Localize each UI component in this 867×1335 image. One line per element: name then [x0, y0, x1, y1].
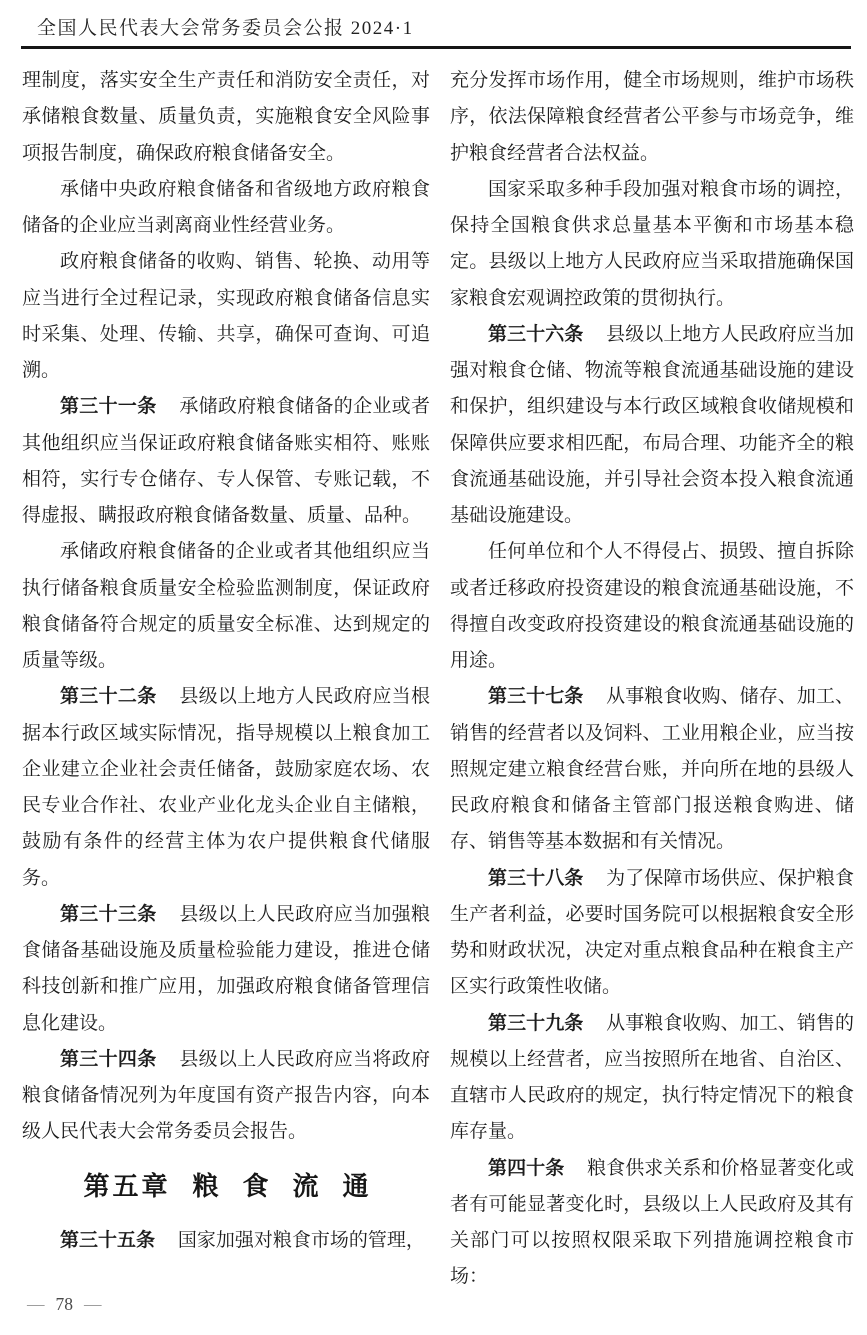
paragraph	[450, 1151, 854, 1296]
paragraph	[450, 861, 854, 1006]
chapter-title: 粮食流通	[192, 1170, 393, 1201]
paragraph	[450, 63, 854, 172]
paragraph-text: 承储政府粮食储备的企业或者其他组织应当保证政府粮食储备账实相符、账账相符，实行专仓储存、专人保管、专账记载，不得虚报、瞒报政府粮食储备数量、质量、品种。	[22, 396, 430, 526]
article-number: 第四十条	[488, 1157, 565, 1179]
paragraph	[22, 389, 430, 534]
footer-dash-right: —	[84, 1294, 102, 1314]
footer-dash-left: —	[27, 1294, 45, 1314]
page-footer	[27, 1294, 102, 1315]
article-number: 第三十三条	[60, 903, 157, 925]
paragraph	[450, 317, 854, 535]
paragraph-text: 从事粮食收购、加工、销售的规模以上经营者，应当按照所在地省、自治区、直辖市人民政府的规定，执行特定情况下的粮食库存量。	[450, 1012, 854, 1143]
header-rule	[21, 46, 851, 49]
paragraph-text: 理制度，落实安全生产责任和消防安全责任，对承储粮食数量、质量负责，实施粮食安全风险事项报告制度，确保政府粮食储备安全。	[22, 70, 430, 164]
article-number: 第三十九条	[488, 1012, 584, 1034]
paragraph	[450, 679, 854, 860]
paragraph	[22, 897, 430, 1042]
chapter-heading	[22, 1165, 430, 1207]
paragraph-text: 从事粮食收购、储存、加工、销售的经营者以及饲料、工业用粮企业，应当按照规定建立粮食经营台账，并向所在地的县级人民政府粮食和储备主管部门报送粮食购进、储存、销售等基本数据和有关情况。	[450, 686, 854, 853]
paragraph	[450, 172, 854, 317]
paragraph-text: 承储政府粮食储备的企业或者其他组织应当执行储备粮食质量安全检验监测制度，保证政府粮食储备符合规定的质量安全标准、达到规定的质量等级。	[22, 541, 430, 671]
article-number: 第三十六条	[488, 323, 584, 345]
chapter-number: 第五章	[83, 1170, 171, 1201]
paragraph-text: 充分发挥市场作用，健全市场规则，维护市场秩序，依法保障粮食经营者公平参与市场竞争，维护粮食经营者合法权益。	[450, 70, 854, 164]
right-column	[450, 63, 854, 1296]
paragraph-text: 县级以上人民政府应当加强粮食储备基础设施及质量检验能力建设，推进仓储科技创新和推广应用，加强政府粮食储备管理信息化建设。	[22, 903, 430, 1034]
publication-title: 全国人民代表大会常务委员会公报 2024·1	[37, 18, 414, 39]
article-number: 第三十七条	[488, 686, 584, 708]
left-column	[22, 63, 430, 1259]
paragraph	[450, 534, 854, 679]
paragraph	[22, 1042, 430, 1151]
paragraph	[450, 1006, 854, 1151]
article-number: 第三十八条	[488, 867, 584, 889]
paragraph	[22, 172, 430, 245]
paragraph-text: 县级以上地方人民政府应当加强对粮食仓储、物流等粮食流通基础设施的建设和保护，组织建设与本行政区域粮食收储规模和保障供应要求相匹配，布局合理、功能齐全的粮食流通基础设施，并引导社会资本投入粮食流通基础设施建设。	[450, 323, 854, 526]
paragraph-text: 国家采取多种手段加强对粮食市场的调控，保持全国粮食供求总量基本平衡和市场基本稳定。县级以上地方人民政府应当采取措施确保国家粮食宏观调控政策的贯彻执行。	[450, 178, 854, 309]
paragraph-text: 为了保障市场供应、保护粮食生产者利益，必要时国务院可以根据粮食安全形势和财政状况，决定对重点粮食品种在粮食主产区实行政策性收储。	[450, 867, 854, 998]
paragraph-text: 政府粮食储备的收购、销售、轮换、动用等应当进行全过程记录，实现政府粮食储备信息实时采集、处理、传输、共享，确保可查询、可追溯。	[22, 251, 430, 381]
paragraph	[22, 63, 430, 172]
article-number: 第三十五条	[60, 1229, 156, 1251]
article-number: 第三十一条	[60, 396, 157, 418]
paragraph-text: 国家加强对粮食市场的管理，	[177, 1229, 425, 1251]
paragraph	[22, 534, 430, 679]
paragraph	[22, 679, 430, 897]
paragraph-text: 任何单位和个人不得侵占、损毁、擅自拆除或者迁移政府投资建设的粮食流通基础设施，不得擅自改变政府投资建设的粮食流通基础设施的用途。	[450, 541, 854, 671]
paragraph-text: 县级以上地方人民政府应当根据本行政区域实际情况，指导规模以上粮食加工企业建立企业社会责任储备，鼓励家庭农场、农民专业合作社、农业产业化龙头企业自主储粮，鼓励有条件的经营主体为农户提供粮食代储服务。	[22, 686, 430, 889]
page-number: 78	[55, 1294, 73, 1314]
article-number: 第三十二条	[60, 686, 157, 708]
paragraph-text: 县级以上人民政府应当将政府粮食储备情况列为年度国有资产报告内容，向本级人民代表大会常务委员会报告。	[22, 1048, 430, 1143]
paragraph-text: 承储中央政府粮食储备和省级地方政府粮食储备的企业应当剥离商业性经营业务。	[22, 178, 430, 236]
article-number: 第三十四条	[60, 1048, 157, 1070]
paragraph	[22, 1223, 430, 1259]
paragraph	[22, 244, 430, 389]
paragraph-text: 粮食供求关系和价格显著变化或者有可能显著变化时，县级以上人民政府及其有关部门可以按照权限采取下列措施调控粮食市场：	[450, 1157, 854, 1288]
